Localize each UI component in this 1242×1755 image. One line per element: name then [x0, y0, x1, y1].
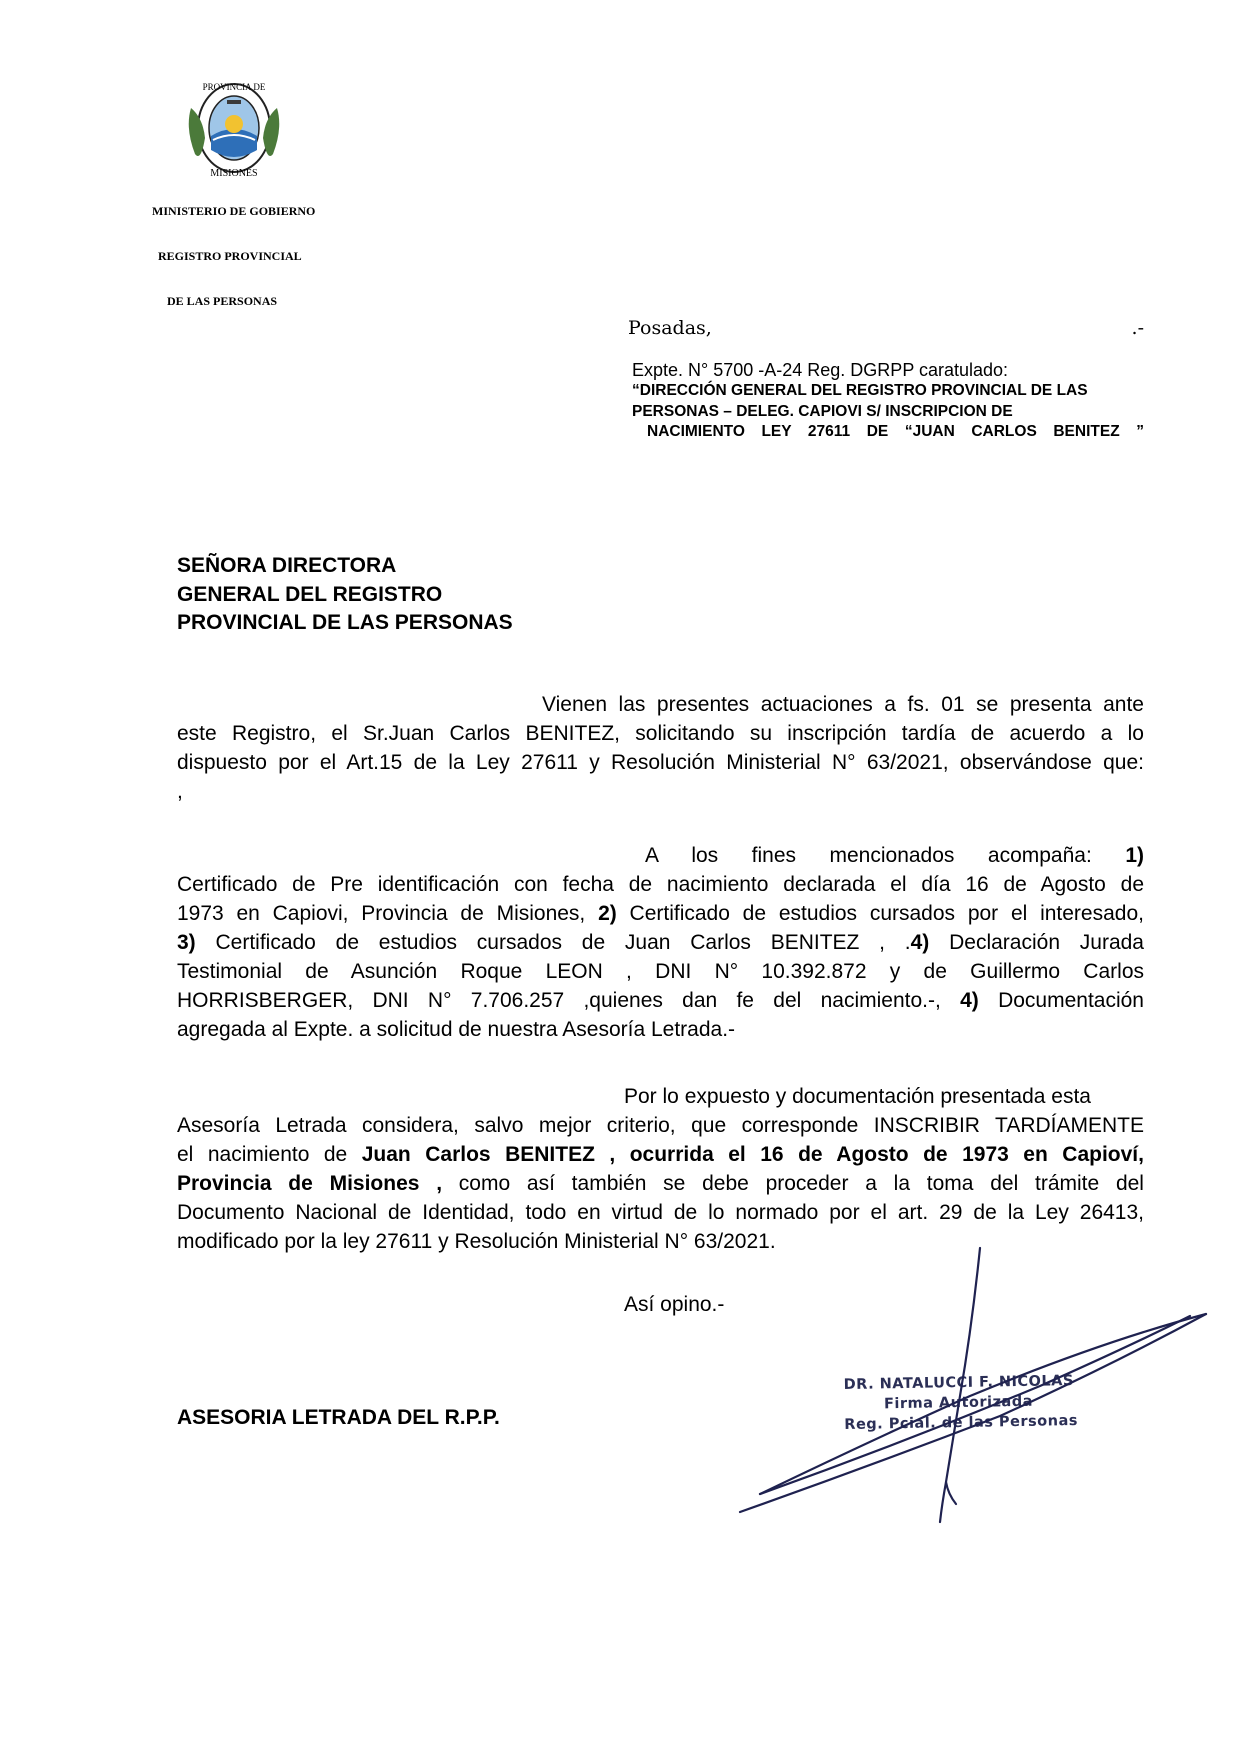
paragraph-1-line-1: Vienen las presentes actuaciones a fs. 01 se presenta ante: [542, 693, 1144, 716]
bold-text: Provincia de Misiones ,: [177, 1172, 443, 1195]
stamp-office: Reg. Pcial. de las Personas: [844, 1412, 1079, 1434]
paragraph-1-line-2: este Registro, el Sr.Juan Carlos BENITEZ, solicitando su inscripción tardía de acuerdo a lo: [177, 722, 1144, 745]
paragraph-2-line-1: [177, 841, 1144, 870]
item-number: 2): [598, 902, 617, 925]
letterhead: [152, 174, 315, 339]
paragraph-2-line-5: Testimonial de Asunción Roque LEON , DNI N° 10.392.872 y de Guillermo Carlos: [177, 960, 1144, 983]
caption-line-1: “DIRECCIÓN GENERAL DEL REGISTRO PROVINCIAL DE LAS: [632, 382, 1088, 399]
item-number: 1): [1125, 844, 1144, 867]
text-span: HORRISBERGER, DNI N° 7.706.257 ,quienes dan fe del nacimiento.-,: [177, 989, 941, 1012]
item-number: 4): [960, 989, 979, 1012]
paragraph-2-line-4: [177, 928, 1144, 957]
registry-name-cont: DE LAS PERSONAS: [152, 294, 278, 308]
paragraph-2-line-7: agregada al Expte. a solicitud de nuestra Asesoría Letrada.-: [177, 1018, 736, 1041]
svg-text:PROVINCIA DE: PROVINCIA DE: [202, 82, 266, 92]
paragraph-3: [177, 1082, 1144, 1256]
addressee: [177, 552, 513, 638]
ministry-name: MINISTERIO DE GOBIERNO: [152, 204, 316, 218]
stamp-authorization: Firma Autorizada: [883, 1393, 1034, 1413]
caption-line-2: PERSONAS – DELEG. CAPIOVI S/ INSCRIPCION DE: [632, 402, 1013, 420]
expediente-reference: [632, 359, 1144, 443]
paragraph-1: [177, 690, 1144, 806]
svg-text:MISIONES: MISIONES: [210, 168, 258, 178]
closing-phrase: Así opino.-: [624, 1293, 725, 1316]
addressee-line-2: GENERAL DEL REGISTRO: [177, 582, 443, 606]
text-span: el nacimiento de: [177, 1143, 348, 1166]
stamp-name: DR. NATALUCCI F. NICOLAS: [843, 1373, 1074, 1394]
text-span: Documentación: [998, 989, 1144, 1012]
text-span: Declaración Jurada: [949, 931, 1144, 954]
paragraph-2-line-6: [177, 986, 1144, 1015]
text-span: Certificado de estudios cursados por el interesado,: [629, 902, 1144, 925]
item-number: 4): [910, 931, 930, 954]
paragraph-3-line-2: Asesoría Letrada considera, salvo mejor criterio, que corresponde INSCRIBIR TARDÍAMENTE: [177, 1114, 1144, 1137]
addressee-line-3: PROVINCIAL DE LAS PERSONAS: [177, 611, 513, 634]
paragraph-1-line-4: ,: [177, 780, 183, 803]
paragraph-2-line-3: [177, 899, 1144, 928]
expediente-number: Expte. N° 5700 -A-24 Reg. DGRPP caratulado:: [632, 360, 1009, 380]
registry-name: REGISTRO PROVINCIAL: [152, 249, 302, 263]
province-seal-logo: [183, 78, 285, 178]
text-span: como así también se debe proceder a la toma del trámite del: [458, 1172, 1144, 1195]
paragraph-2-line-2: Certificado de Pre identificación con fecha de nacimiento declarada el día 16 de Agosto de: [177, 873, 1144, 896]
signer-office: ASESORIA LETRADA DEL R.P.P.: [177, 1406, 500, 1429]
paragraph-3-line-6: modificado por la ley 27611 y Resolución Ministerial N° 63/2021.: [177, 1230, 776, 1253]
handwritten-signature: [720, 1246, 1220, 1536]
addressee-line-1: SEÑORA DIRECTORA: [177, 554, 397, 577]
caption-line-3: NACIMIENTO LEY 27611 DE “JUAN CARLOS BENITEZ ”: [647, 423, 1144, 440]
city: Posadas,: [628, 317, 712, 339]
paragraph-3-line-1: Por lo expuesto y documentación presentada esta: [624, 1085, 1091, 1108]
text-span: Certificado de estudios cursados de Juan Carlos BENITEZ , .: [215, 931, 911, 954]
paragraph-3-line-3: [177, 1140, 1144, 1169]
paragraph-2: [177, 841, 1144, 1044]
paragraph-1-line-3: dispuesto por el Art.15 de la Ley 27611 y Resolución Ministerial N° 63/2021, observándose que:: [177, 751, 1144, 774]
place-end-mark: .-: [1131, 317, 1144, 339]
paragraph-3-line-4: [177, 1169, 1144, 1198]
bold-text: Juan Carlos BENITEZ , ocurrida el 16 de Agosto de 1973 en Capioví,: [361, 1143, 1144, 1166]
item-number: 3): [177, 931, 196, 954]
text-span: A los fines mencionados acompaña:: [645, 844, 1092, 867]
place-date: [628, 317, 1144, 339]
paragraph-3-line-5: Documento Nacional de Identidad, todo en virtud de lo normado por el art. 29 de la Ley 26413,: [177, 1201, 1144, 1224]
text-span: 1973 en Capiovi, Provincia de Misiones,: [177, 902, 586, 925]
